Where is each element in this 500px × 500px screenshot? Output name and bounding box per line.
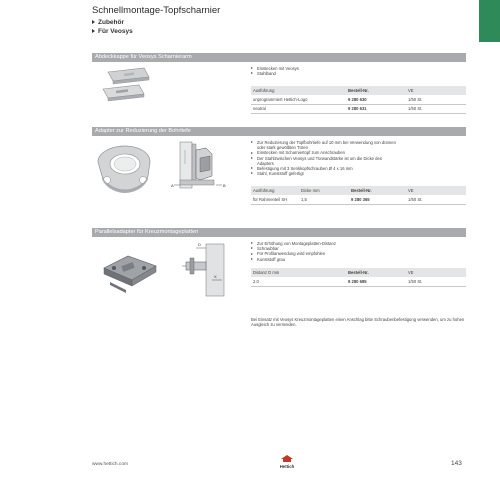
- table-row: [251, 277, 466, 286]
- table-header-row: [251, 86, 466, 95]
- page-subtitle-veosys: [92, 28, 133, 35]
- bullet-item: Stahlband: [251, 71, 299, 76]
- arrow-right-icon: [251, 141, 253, 143]
- bullet-item: Stahl, Kunststoff gefertigt: [251, 171, 396, 176]
- house-icon: [281, 455, 293, 462]
- cover-cap-front: [103, 85, 144, 101]
- table-header-cell: VE: [408, 188, 414, 193]
- logo-wordmark: Hettich: [279, 464, 295, 469]
- table-cell: 9 280 630: [348, 96, 367, 102]
- arrow-right-icon: [251, 152, 253, 154]
- section-title-adapter: Adapter zur Reduzierung der Bohrtiefe: [92, 127, 466, 136]
- table-header-cell: Bestell-Nr.: [351, 188, 372, 193]
- bullet-list: [251, 66, 299, 76]
- bullet-item: Der Stahlzwischen Veosys und Türwandstärke ist um die Dicke des: [251, 156, 396, 161]
- subtitle-text: Zubehör: [98, 19, 124, 26]
- table-cell: 1/50 St.: [408, 96, 423, 102]
- bullet-list: [251, 140, 396, 176]
- table-cell: 9 280 685: [348, 278, 367, 284]
- arrow-right-icon: [251, 67, 253, 69]
- table-row: [251, 195, 466, 204]
- table-row: [251, 95, 466, 104]
- table-cell: 1/50 St.: [408, 278, 423, 284]
- arrow-right-icon: [251, 157, 253, 159]
- bullet-item: Befestigung mit 3 Senkkopfschrauben Ø 4 x 16 mm: [251, 166, 396, 171]
- dimension-label: B: [223, 183, 226, 188]
- dimension-label: D: [198, 242, 201, 247]
- dimension-label: X: [214, 274, 217, 279]
- parallel-adapter-section-drawing: [176, 240, 236, 300]
- table-cell: 9 280 631: [348, 106, 367, 111]
- arrow-right-icon: [251, 172, 253, 174]
- arrow-right-icon: [251, 72, 253, 74]
- table-cell: für Rahmenteil SH: [253, 196, 288, 202]
- usage-note: Bei Einsatz mit Veosys Kreuzmontageplatten einen Anschlag bitte Schraubenbefestigung verwenden, um zu hohen Ausgleich zu vermeiden.: [251, 317, 465, 328]
- table-header-row: [251, 268, 466, 277]
- cover-cap-illustration: [96, 67, 156, 105]
- bullet-item: Kunststoff grau: [251, 257, 336, 262]
- hettich-logo: [276, 454, 298, 470]
- page-subtitle-accessories: [92, 19, 124, 26]
- table-cell: 9 280 365: [351, 196, 370, 202]
- table-cell: unprogrammiert Hettich-Logo: [253, 96, 308, 102]
- table-header-cell: Ausführung: [253, 88, 275, 93]
- chapter-tab-marker: [479, 0, 500, 42]
- table-header-cell: VE: [408, 88, 414, 93]
- arrow-right-icon: [251, 167, 253, 169]
- table-header-cell: Bestell-Nr.: [348, 88, 369, 93]
- table-cell: 1/50 St.: [408, 106, 423, 111]
- parallel-adapter-illustration: [100, 250, 160, 294]
- table-cell: 2,0: [253, 278, 259, 284]
- order-table: [251, 268, 466, 287]
- table-cell: neutral: [253, 106, 266, 111]
- subtitle-text: Für Veosys: [98, 28, 133, 35]
- bullet-item: Für Profilanwendung wird empfohlen: [251, 251, 336, 256]
- table-cell: 1/50 St.: [408, 196, 423, 202]
- arrow-right-icon: [251, 247, 253, 249]
- table-header-cell: Distanz D mm: [253, 270, 280, 275]
- section-title-cover-cap: Abdeckkappe für Veosys Scharnierarm: [92, 53, 466, 62]
- footer-url: www.hettich.com: [92, 462, 128, 467]
- adapter-plate-illustration: [92, 142, 158, 194]
- page-title: Schnellmontage-Topfscharnier: [92, 5, 221, 16]
- bullet-item: Zur Reduzierung der Topfbohrtiefe auf 10 mm bei Verwendung von dünnen: [251, 140, 396, 145]
- bullet-item: oder stark gewölbten Türen: [257, 145, 308, 151]
- order-table: [251, 186, 466, 205]
- adapter-section-drawing: [170, 140, 230, 195]
- table-header-cell: Dicke mm: [301, 188, 320, 193]
- bullet-item: Einstecken mit Scharniertopf zum Anschrauben: [251, 150, 396, 155]
- table-header-cell: Ausführung: [253, 188, 275, 193]
- section-title-parallel-adapter: Parallelsadapter für Kreuzmontageplatten: [92, 228, 466, 237]
- arrow-right-icon: [92, 20, 95, 24]
- table-header-cell: VE: [408, 270, 414, 275]
- page-number: 143: [451, 460, 462, 467]
- bullet-item: Einstecken mit Veosys: [251, 66, 299, 71]
- bullet-list: [251, 241, 336, 262]
- dimension-label: A: [171, 183, 174, 188]
- arrow-right-icon: [92, 29, 95, 33]
- bullet-item: Schraubbar: [251, 246, 336, 251]
- arrow-right-icon: [251, 242, 253, 244]
- order-table: [251, 86, 466, 114]
- arrow-right-icon: [251, 258, 253, 260]
- table-row: [251, 104, 466, 113]
- bullet-item: Adapters: [257, 160, 274, 166]
- table-cell: 1,5: [301, 196, 307, 202]
- arrow-right-icon: [251, 253, 253, 255]
- cover-cap-back: [108, 68, 149, 84]
- bullet-item: Zur Erhöhung von Montageplatten-Distanz: [251, 241, 336, 246]
- table-header-row: [251, 186, 466, 195]
- table-header-cell: Bestell-Nr.: [348, 270, 369, 275]
